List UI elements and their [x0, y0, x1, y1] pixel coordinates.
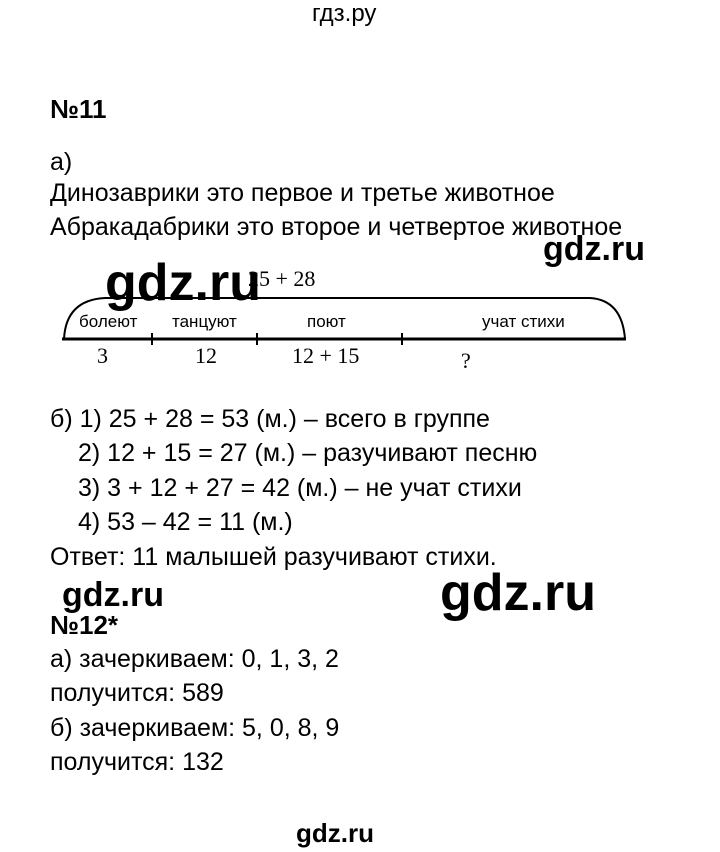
- segment-label: танцуют: [172, 312, 237, 331]
- watermark: gdz.ru: [296, 818, 374, 848]
- task-11-title: №11: [50, 94, 107, 124]
- solution-step: б) 1) 25 + 28 = 53 (м.) – всего в группе: [50, 405, 490, 433]
- task-12-title: №12*: [50, 610, 119, 640]
- solution-step: 2) 12 + 15 = 27 (м.) – разучивают песню: [78, 439, 538, 467]
- text-line: б) зачеркиваем: 5, 0, 8, 9: [50, 714, 340, 742]
- watermark: gdz.ru: [62, 576, 164, 614]
- segment-value: 3: [97, 343, 108, 368]
- solution-step: 4) 53 – 42 = 11 (м.): [78, 508, 293, 536]
- part-a-label: а): [50, 148, 73, 176]
- segment-diagram: [0, 0, 720, 400]
- answer: Ответ: 11 малышей разучивают стихи.: [50, 543, 497, 571]
- segment-value: ?: [461, 348, 471, 373]
- site-header: гдз.ру: [312, 0, 377, 27]
- text-line: Абракадабрики это второе и четвертое животное: [50, 213, 623, 241]
- watermark: gdz.ru: [543, 230, 645, 268]
- watermark: gdz.ru: [105, 254, 261, 312]
- watermark: gdz.ru: [440, 564, 596, 622]
- segment-value: 12: [195, 343, 217, 368]
- solution-step: 3) 3 + 12 + 27 = 42 (м.) – не учат стихи: [78, 474, 522, 502]
- text-line: а) зачеркиваем: 0, 1, 3, 2: [50, 645, 339, 673]
- text-line: получится: 132: [50, 748, 224, 776]
- segment-label: учат стихи: [482, 312, 565, 331]
- text-line: Динозаврики это первое и третье животное: [50, 179, 555, 207]
- text-line: получится: 589: [50, 679, 224, 707]
- diagram-total: 25 + 28: [248, 266, 316, 291]
- segment-value: 12 + 15: [292, 343, 360, 368]
- segment-label: болеют: [79, 312, 138, 331]
- segment-label: поют: [307, 312, 346, 331]
